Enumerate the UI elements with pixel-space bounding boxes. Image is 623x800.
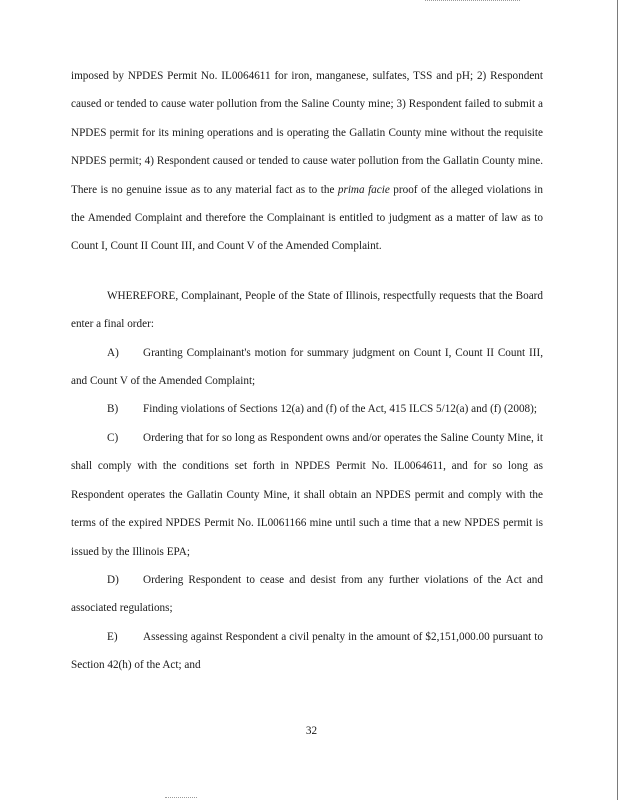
relief-item-a [71, 339, 543, 396]
relief-item-text: Assessing against Respondent a civil penalty in the amount of $2,151,000.00 pursuant to Section 42(h) of the Act; and [71, 630, 543, 672]
relief-item-b [71, 395, 543, 423]
relief-item-c [71, 424, 543, 566]
relief-item-text: Finding violations of Sections 12(a) and (f) of the Act, 415 ILCS 5/12(a) and (f) (2008); [143, 403, 537, 416]
wherefore-paragraph: WHEREFORE, Complainant, People of the State of Illinois, respectfully requests that the Board enter a final order: [71, 289, 543, 331]
relief-item-letter: A) [107, 346, 119, 359]
continuation-text-b: proof of the alleged violations in the Amended Complaint and therefore the Complainant is entitled to judgment as a matter of law as to Count I, Count II Count III, and Count V of the Amended Complaint. [71, 183, 543, 253]
scan-mark-bottom [165, 797, 197, 799]
relief-item-text: Ordering that for so long as Respondent owns and/or operates the Saline County Mine, it shall comply with the conditions set forth in NPDES Permit No. IL0064611, and for so long as Respondent operates the Gallatin County Mine, it shall obtain an NPDES permit and comply with the terms of the expired NPDES Permit No. IL0061166 mine until such a time that a new NPDES permit is issued by the Illinois EPA; [71, 431, 543, 558]
continuation-text-a: imposed by NPDES Permit No. IL0064611 for iron, manganese, sulfates, TSS and pH; 2) Respondent caused or tended to cause water pollution from the Saline County mine; 3) Respondent failed to submit a NPDES permit for its mining operations and is operating the Gallatin County mine without the requisite NPDES permit; 4) Respondent caused or tended to cause water pollution from the Gallatin County mine. There is no genuine issue as to any material fact as to the [71, 70, 543, 196]
page-number: 32 [305, 725, 318, 737]
scan-mark-top [425, 0, 520, 2]
relief-item-letter: E) [107, 630, 118, 643]
relief-item-letter: D) [107, 573, 119, 586]
page-edge [617, 0, 618, 800]
relief-item-text: Granting Complainant's motion for summary judgment on Count I, Count II Count III, and Count V of the Amended Complaint; [71, 346, 543, 388]
document-body [71, 62, 543, 680]
relief-item-e [71, 623, 543, 680]
continuation-italic: prima facie [337, 183, 390, 196]
relief-item-d [71, 566, 543, 623]
relief-item-letter: B) [107, 403, 119, 416]
relief-item-text: Ordering Respondent to cease and desist from any further violations of the Act and associated regulations; [71, 573, 543, 615]
continuation-paragraph [71, 62, 543, 261]
relief-item-letter: C) [107, 431, 119, 444]
